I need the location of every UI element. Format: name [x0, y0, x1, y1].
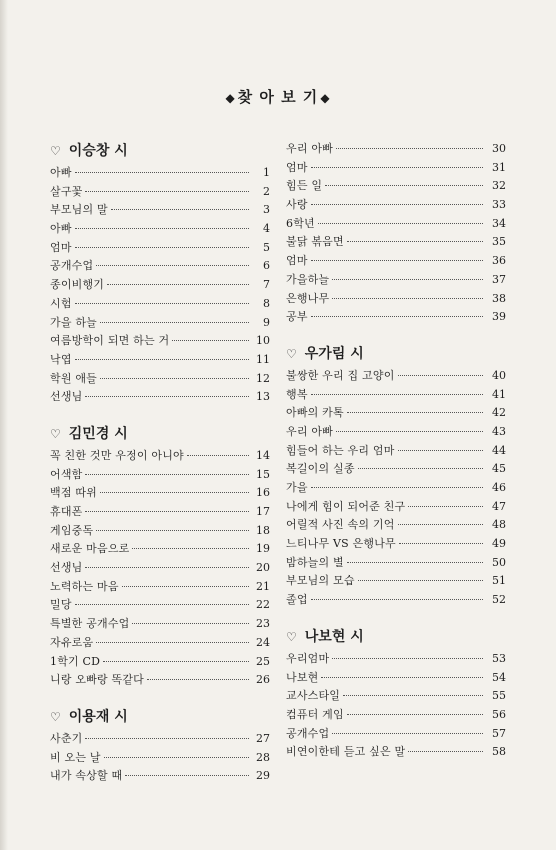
entry-title: 사춘기: [50, 731, 83, 745]
entry-page-number: 48: [492, 518, 506, 532]
entry-title: 게임중독: [50, 523, 94, 537]
toc-entry: [286, 479, 506, 498]
dot-leader: [85, 511, 249, 512]
toc-entry: [286, 177, 506, 196]
toc-entry: [286, 460, 506, 479]
entry-page-number: 9: [263, 315, 270, 329]
dot-leader: [122, 586, 249, 587]
entry-page-number: 31: [492, 160, 506, 174]
entry-page-number: 2: [263, 184, 270, 198]
toc-entry: [286, 516, 506, 535]
toc-section: [286, 140, 506, 327]
toc-entry: [286, 650, 506, 669]
entry-page-number: 3: [263, 203, 270, 217]
toc-section: [286, 343, 506, 610]
entry-title: 엄마: [286, 160, 308, 174]
toc-entry: [286, 271, 506, 290]
entry-title: 불쌍한 우리 집 고양이: [286, 368, 395, 382]
dot-leader: [325, 185, 483, 186]
dot-leader: [132, 623, 249, 624]
entry-title: 컴퓨터 게임: [286, 707, 344, 721]
entry-title: 공부: [286, 310, 308, 324]
dot-leader: [398, 375, 483, 376]
entry-page-number: 20: [256, 561, 270, 575]
dot-leader: [358, 580, 483, 581]
page-binding-shadow: [0, 0, 8, 850]
entry-page-number: 36: [492, 254, 506, 268]
entry-title: 비연이한테 듣고 싶은 말: [286, 745, 406, 759]
dot-leader: [96, 530, 249, 531]
toc-section: [50, 423, 270, 690]
dot-leader: [103, 661, 249, 662]
entry-title: 사랑: [286, 198, 308, 212]
entry-page-number: 43: [492, 424, 506, 438]
dot-leader: [321, 677, 483, 678]
entry-page-number: 26: [256, 673, 270, 687]
dot-leader: [336, 431, 483, 432]
dot-leader: [75, 172, 249, 173]
entry-page-number: 58: [492, 745, 506, 759]
dot-leader: [311, 260, 483, 261]
entry-title: 새로운 마음으로: [50, 542, 130, 556]
toc-section: [286, 626, 506, 762]
toc-entry: [286, 159, 506, 178]
entry-title: 부모님의 말: [50, 203, 108, 217]
toc-entry: [286, 215, 506, 234]
entry-title: 특별한 공개수업: [50, 617, 130, 631]
entry-title: 졸업: [286, 593, 308, 607]
dot-leader: [85, 191, 249, 192]
entry-title: 내가 속상할 때: [50, 769, 123, 783]
entry-title: 가을 하늘: [50, 315, 98, 329]
page-title-text: 찾 아 보 기: [237, 88, 319, 106]
entry-page-number: 17: [256, 505, 270, 518]
entry-page-number: 41: [492, 387, 506, 401]
heart-icon: ♡: [286, 629, 297, 644]
entry-title: 시험: [50, 296, 72, 310]
entry-title: 교사스타일: [286, 689, 341, 703]
toc-entry: [50, 578, 270, 597]
toc-entry: [286, 498, 506, 517]
dot-leader: [75, 228, 249, 229]
entry-title: 힘든 일: [286, 179, 323, 193]
entry-title: 아빠: [50, 166, 72, 179]
entry-title: 나에게 힘이 되어준 친구: [286, 499, 406, 513]
toc-entry: [50, 276, 270, 295]
entry-page-number: 14: [256, 448, 270, 462]
toc-entry: [286, 404, 506, 423]
entry-title: 어색함: [50, 467, 83, 481]
toc-entry: [50, 257, 270, 276]
dot-leader: [75, 359, 249, 360]
dot-leader: [111, 209, 249, 210]
dot-leader: [408, 506, 483, 507]
dot-leader: [147, 679, 249, 680]
entry-page-number: 39: [492, 310, 506, 324]
toc-entry: [50, 220, 270, 239]
entry-title: 노력하는 마음: [50, 579, 119, 593]
entry-page-number: 33: [492, 198, 506, 212]
entry-title: 꼭 친한 것만 우정이 아니야: [50, 448, 184, 462]
toc-entry: [50, 730, 270, 749]
toc-entry: [286, 535, 506, 554]
entry-title: 엄마: [50, 240, 72, 254]
dot-leader: [96, 265, 249, 266]
toc-entry: [50, 634, 270, 653]
entry-page-number: 49: [492, 537, 506, 551]
section-heading-text: 우가림 시: [304, 345, 364, 362]
entry-page-number: 18: [256, 523, 270, 537]
entry-page-number: 45: [492, 462, 506, 476]
entry-title: 가을하늘: [286, 272, 330, 286]
section-heading: [50, 706, 270, 728]
entry-page-number: 40: [492, 368, 506, 382]
entry-title: 우리 아빠: [286, 142, 334, 155]
entry-page-number: 22: [256, 598, 270, 612]
section-heading: [286, 343, 506, 365]
entry-page-number: 16: [256, 486, 270, 500]
entry-title: 살구꽃: [50, 184, 83, 198]
entry-page-number: 28: [256, 750, 270, 764]
toc-entry: [286, 140, 506, 159]
toc-entry: [286, 669, 506, 688]
toc-entry: [286, 442, 506, 461]
entry-page-number: 56: [492, 707, 506, 721]
dot-leader: [85, 474, 249, 475]
section-heading: [50, 140, 270, 162]
heart-icon: ♡: [50, 709, 61, 724]
dot-leader: [311, 204, 483, 205]
toc-entry: [286, 743, 506, 762]
entry-page-number: 35: [492, 235, 506, 249]
toc-section: [50, 706, 270, 786]
toc-entry: [50, 183, 270, 202]
entry-title: 힘들어 하는 우리 엄마: [286, 443, 395, 457]
entry-title: 선생님: [50, 390, 83, 404]
diamond-icon-right: ◆: [320, 91, 331, 105]
dot-leader: [100, 492, 249, 493]
diamond-icon-left: ◆: [225, 91, 236, 105]
entry-title: 니랑 오빠랑 똑같다: [50, 673, 145, 687]
entry-title: 행복: [286, 387, 308, 401]
dot-leader: [311, 487, 483, 488]
dot-leader: [100, 378, 249, 379]
dot-leader: [347, 714, 483, 715]
entry-page-number: 53: [492, 651, 506, 665]
toc-entry: [286, 308, 506, 327]
toc-entry: [50, 484, 270, 503]
toc-entry: [286, 233, 506, 252]
entry-page-number: 52: [492, 593, 506, 607]
entry-title: 학원 애들: [50, 371, 98, 385]
section-heading-text: 이용재 시: [68, 708, 128, 725]
entry-page-number: 27: [256, 731, 270, 745]
toc-entry: [50, 164, 270, 183]
dot-leader: [398, 450, 483, 451]
toc-entry: [50, 522, 270, 541]
dot-leader: [408, 751, 483, 752]
toc-entry: [286, 423, 506, 442]
toc-entry: [50, 767, 270, 786]
entry-page-number: 51: [492, 574, 506, 588]
heart-icon: ♡: [286, 346, 297, 361]
entry-page-number: 13: [256, 390, 270, 404]
entry-title: 선생님: [50, 561, 83, 575]
dot-leader: [398, 524, 483, 525]
heart-icon: ♡: [50, 144, 61, 158]
entry-page-number: 7: [263, 278, 270, 292]
entry-title: 엄마: [286, 254, 308, 268]
toc-entry: [286, 591, 506, 610]
dot-leader: [332, 733, 483, 734]
section-heading: [50, 423, 270, 445]
dot-leader: [96, 642, 249, 643]
entry-page-number: 1: [263, 166, 270, 179]
dot-leader: [311, 167, 483, 168]
entry-title: 휴대폰: [50, 505, 83, 518]
section-heading-text: 이승창 시: [68, 143, 128, 159]
entry-page-number: 54: [492, 670, 506, 684]
toc-entry: [286, 252, 506, 271]
section-heading: [286, 626, 506, 648]
entry-title: 가을: [286, 481, 308, 494]
toc-entry: [50, 314, 270, 333]
entry-title: 아빠: [50, 222, 72, 236]
dot-leader: [332, 298, 483, 299]
toc-entry: [50, 295, 270, 314]
dot-leader: [311, 599, 483, 600]
dot-leader: [318, 223, 483, 224]
dot-leader: [332, 279, 483, 280]
toc-entry: [286, 706, 506, 725]
dot-leader: [100, 322, 249, 323]
entry-title: 복길이의 실종: [286, 462, 355, 476]
entry-page-number: 15: [256, 467, 270, 481]
dot-leader: [125, 775, 249, 776]
entry-page-number: 30: [492, 142, 506, 155]
entry-title: 나보현: [286, 670, 319, 684]
entry-page-number: 37: [492, 272, 506, 286]
entry-title: 밤하늘의 별: [286, 555, 344, 569]
dot-leader: [347, 562, 483, 563]
entry-title: 우리 아빠: [286, 424, 334, 438]
toc-entry: [286, 725, 506, 744]
toc-entry: [50, 388, 270, 407]
toc-entry: [286, 687, 506, 706]
dot-leader: [187, 455, 249, 456]
entry-page-number: 12: [256, 371, 270, 385]
dot-leader: [104, 757, 249, 758]
section-heading-text: 김민경 시: [68, 425, 128, 442]
toc-entry: [50, 503, 270, 522]
toc-entry: [286, 554, 506, 573]
toc-entry: [50, 671, 270, 690]
entry-page-number: 24: [256, 635, 270, 649]
dot-leader: [85, 396, 249, 397]
entry-title: 백점 따위: [50, 486, 98, 500]
toc-entry: [50, 540, 270, 559]
entry-title: 1학기 CD: [50, 654, 101, 668]
entry-title: 부모님의 모습: [286, 574, 355, 588]
entry-page-number: 47: [492, 499, 506, 513]
toc-entry: [50, 653, 270, 672]
dot-leader: [107, 284, 249, 285]
entry-title: 여름방학이 되면 하는 거: [50, 334, 170, 348]
entry-title: 은행나무: [286, 291, 330, 305]
entry-page-number: 4: [263, 222, 270, 236]
entry-page-number: 44: [492, 443, 506, 457]
dot-leader: [85, 738, 249, 739]
entry-title: 낙엽: [50, 352, 72, 366]
toc-entry: [50, 351, 270, 370]
entry-title: 아빠의 카톡: [286, 406, 344, 420]
entry-page-number: 25: [256, 654, 270, 668]
dot-leader: [132, 548, 249, 549]
entry-title: 비 오는 날: [50, 750, 101, 764]
entry-title: 6학년: [286, 216, 315, 230]
dot-leader: [311, 316, 483, 317]
dot-leader: [347, 412, 483, 413]
entry-page-number: 32: [492, 179, 506, 193]
entry-page-number: 23: [256, 617, 270, 631]
entry-page-number: 50: [492, 555, 506, 569]
entry-page-number: 8: [263, 296, 270, 310]
toc-entry: [286, 572, 506, 591]
dot-leader: [75, 303, 249, 304]
dot-leader: [399, 543, 483, 544]
entry-title: 밀당: [50, 598, 72, 612]
dot-leader: [85, 567, 249, 568]
entry-title: 느티나무 VS 은행나무: [286, 537, 396, 551]
toc-entry: [286, 386, 506, 405]
dot-leader: [336, 148, 483, 149]
entry-title: 공개수업: [50, 259, 94, 273]
entry-page-number: 19: [256, 542, 270, 556]
toc-entry: [50, 466, 270, 485]
heart-icon: ♡: [50, 426, 61, 441]
entry-page-number: 11: [256, 352, 270, 366]
entry-page-number: 5: [263, 240, 270, 254]
entry-title: 종이비행기: [50, 278, 105, 292]
dot-leader: [358, 468, 483, 469]
toc-column-left: [50, 140, 270, 802]
toc-entry: [50, 615, 270, 634]
entry-page-number: 6: [263, 259, 270, 273]
entry-page-number: 42: [492, 406, 506, 420]
page-title: [0, 86, 556, 107]
section-heading-text: 나보현 시: [304, 628, 364, 645]
entry-title: 공개수업: [286, 726, 330, 740]
entry-page-number: 34: [492, 216, 506, 230]
entry-page-number: 55: [492, 689, 506, 703]
entry-page-number: 21: [256, 579, 270, 593]
dot-leader: [332, 658, 483, 659]
toc-entry: [50, 596, 270, 615]
toc-entry: [50, 749, 270, 768]
entry-page-number: 29: [256, 769, 270, 783]
dot-leader: [347, 241, 483, 242]
entry-page-number: 57: [492, 726, 506, 740]
toc-entry: [50, 559, 270, 578]
entry-title: 어릴적 사진 속의 기억: [286, 518, 395, 532]
entry-title: 자유로움: [50, 635, 94, 649]
entry-title: 우리엄마: [286, 651, 330, 665]
entry-page-number: 46: [492, 481, 506, 494]
toc-entry: [50, 239, 270, 258]
toc-entry: [286, 196, 506, 215]
dot-leader: [343, 695, 483, 696]
entry-page-number: 10: [256, 334, 270, 348]
toc-entry: [50, 447, 270, 466]
dot-leader: [311, 394, 483, 395]
toc-column-right: [286, 140, 506, 778]
entry-page-number: 38: [492, 291, 506, 305]
toc-section: [50, 140, 270, 407]
toc-entry: [50, 332, 270, 351]
toc-entry: [286, 367, 506, 386]
dot-leader: [75, 604, 249, 605]
entry-title: 불닭 볶음면: [286, 235, 344, 249]
dot-leader: [172, 340, 249, 341]
toc-entry: [286, 290, 506, 309]
dot-leader: [75, 247, 249, 248]
toc-entry: [50, 370, 270, 389]
toc-entry: [50, 201, 270, 220]
